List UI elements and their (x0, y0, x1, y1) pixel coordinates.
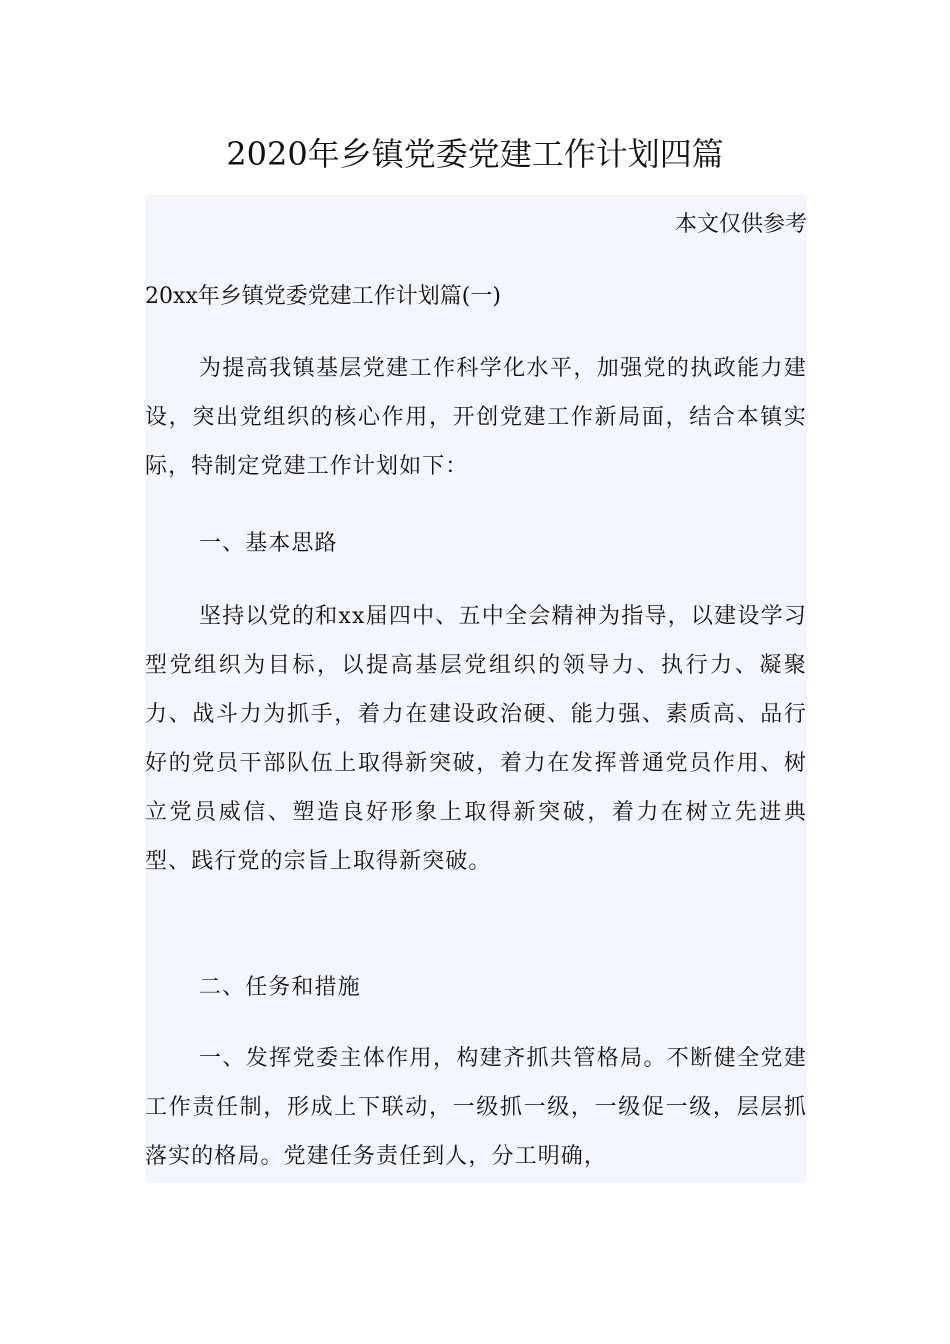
document-body (145, 195, 807, 1183)
reference-note: 本文仅供参考 (674, 212, 807, 237)
subheading-tasks-measures: 二、任务和措施 (199, 975, 361, 1000)
paragraph-basic-approach: 坚持以党的和xx届四中、五中全会精神为指导，以建设学习型党组织为目标，以提高基层党组织的领导力、执行力、凝聚力、战斗力为抓手，着力在建设政治硬、能力强、素质高、品行好的党员干部队伍上取得新突破，着力在发挥普通党员作用、树立党员威信、塑造良好形象上取得新突破，着力在树立先进典型、践行党的宗旨上取得新突破。 (145, 604, 807, 874)
document-title: 2020年乡镇党委党建工作计划四篇 (226, 135, 724, 173)
section-heading: 20xx年乡镇党委党建工作计划篇(一) (145, 284, 501, 309)
paragraph-intro: 为提高我镇基层党建工作科学化水平，加强党的执政能力建设，突出党组织的核心作用，开创党建工作新局面，结合本镇实际，特制定党建工作计划如下： (145, 356, 807, 479)
subheading-basic-approach: 一、基本思路 (199, 531, 338, 556)
paragraph-tasks-measures: 一、发挥党委主体作用，构建齐抓共管格局。不断健全党建工作责任制，形成上下联动，一级抓一级，一级促一级，层层抓落实的格局。党建任务责任到人，分工明确， (145, 1046, 807, 1169)
